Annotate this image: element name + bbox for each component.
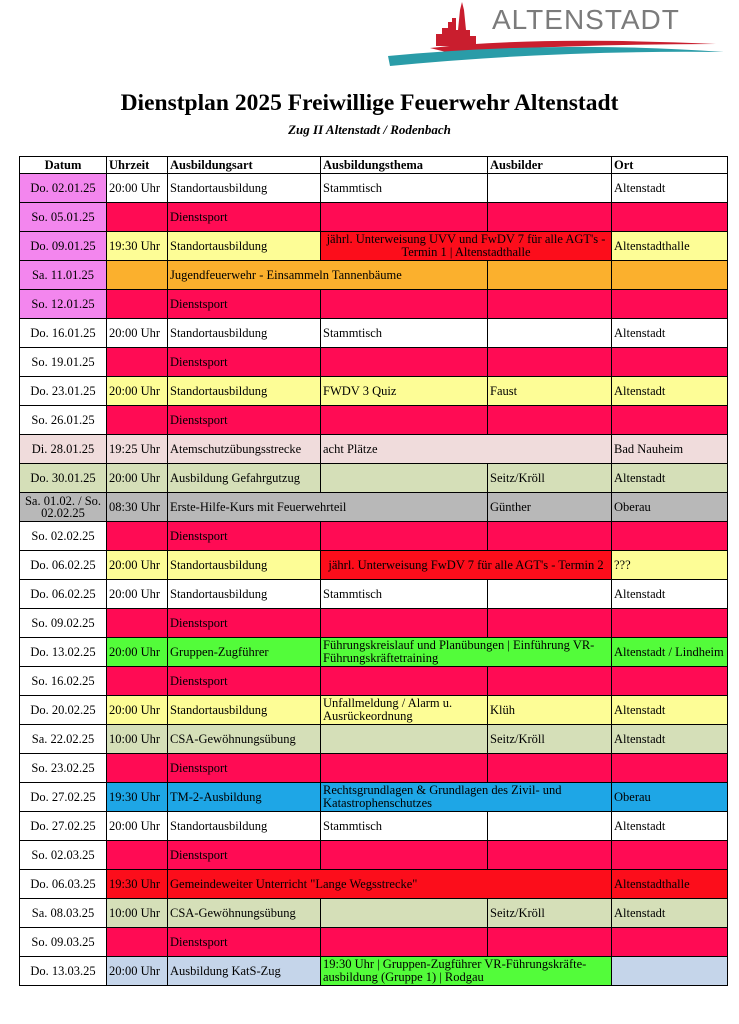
cell-ausbilder: [488, 406, 612, 435]
cell-art: Standortausbildung: [168, 319, 321, 348]
cell-uhrzeit: [107, 261, 168, 290]
cell-thema: [321, 667, 488, 696]
page-title: Dienstplan 2025 Freiwillige Feuerwehr Altenstadt: [120, 90, 619, 116]
cell-thema: [321, 899, 488, 928]
cell-ort: Altenstadt: [612, 696, 728, 725]
cell-uhrzeit: 20:00 Uhr: [107, 957, 168, 986]
cell-ausbilder: [488, 609, 612, 638]
cell-ort: Oberau: [612, 493, 728, 522]
header-ausbildungsthema: Ausbildungsthema: [321, 157, 488, 174]
cell-datum: So. 26.01.25: [20, 406, 107, 435]
cell-ausbilder: Faust: [488, 377, 612, 406]
table-row: [20, 377, 728, 406]
cell-art: Gemeindeweiter Unterricht "Lange Wegsstrecke": [168, 870, 612, 899]
cell-uhrzeit: 19:30 Uhr: [107, 232, 168, 261]
cell-datum: Do. 20.02.25: [20, 696, 107, 725]
header-ausbilder: Ausbilder: [488, 157, 612, 174]
table-row: [20, 435, 728, 464]
cell-art: Standortausbildung: [168, 377, 321, 406]
cell-ort: Altenstadthalle: [612, 232, 728, 261]
table-row: [20, 725, 728, 754]
cell-thema: [321, 928, 488, 957]
table-row: [20, 174, 728, 203]
cell-art: Dienstsport: [168, 841, 321, 870]
cell-art: Standortausbildung: [168, 580, 321, 609]
cell-uhrzeit: 20:00 Uhr: [107, 174, 168, 203]
table-row: [20, 783, 728, 812]
cell-uhrzeit: 20:00 Uhr: [107, 319, 168, 348]
header-ausbildungsart: Ausbildungsart: [168, 157, 321, 174]
town-silhouette-icon: [436, 2, 476, 46]
table-row: [20, 580, 728, 609]
cell-datum: Sa. 08.03.25: [20, 899, 107, 928]
cell-uhrzeit: 20:00 Uhr: [107, 638, 168, 667]
cell-thema: jährl. Unterweisung UVV und FwDV 7 für alle AGT's - Termin 1 | Altenstadthalle: [321, 232, 612, 261]
table-row: [20, 812, 728, 841]
table-row: [20, 261, 728, 290]
table-row: [20, 232, 728, 261]
cell-datum: Sa. 11.01.25: [20, 261, 107, 290]
cell-datum: Di. 28.01.25: [20, 435, 107, 464]
cell-uhrzeit: [107, 609, 168, 638]
table-row: [20, 957, 728, 986]
cell-ort: Altenstadt: [612, 580, 728, 609]
cell-datum: So. 16.02.25: [20, 667, 107, 696]
cell-ort: Altenstadt: [612, 464, 728, 493]
cell-ort: Altenstadt / Lindheim: [612, 638, 728, 667]
cell-uhrzeit: [107, 667, 168, 696]
table-row: [20, 899, 728, 928]
cell-thema: 19:30 Uhr | Gruppen-Zugführer VR-Führungskräfte-ausbildung (Gruppe 1) | Rodgau: [321, 957, 612, 986]
cell-ausbilder: [488, 522, 612, 551]
cell-ort: [612, 203, 728, 232]
cell-datum: Do. 30.01.25: [20, 464, 107, 493]
cell-ausbilder: [488, 348, 612, 377]
page-subtitle: Zug II Altenstadt / Rodenbach: [288, 122, 451, 137]
cell-ort: [612, 957, 728, 986]
cell-uhrzeit: 19:30 Uhr: [107, 783, 168, 812]
cell-ort: Altenstadt: [612, 174, 728, 203]
cell-datum: So. 09.03.25: [20, 928, 107, 957]
cell-uhrzeit: [107, 203, 168, 232]
cell-art: Standortausbildung: [168, 696, 321, 725]
cell-datum: Do. 27.02.25: [20, 812, 107, 841]
cell-datum: Do. 06.03.25: [20, 870, 107, 899]
cell-art: Dienstsport: [168, 522, 321, 551]
cell-datum: Do. 23.01.25: [20, 377, 107, 406]
cell-uhrzeit: 19:25 Uhr: [107, 435, 168, 464]
schedule-table: [19, 156, 728, 986]
cell-datum: So. 02.03.25: [20, 841, 107, 870]
cell-uhrzeit: 20:00 Uhr: [107, 580, 168, 609]
cell-art: Standortausbildung: [168, 812, 321, 841]
table-row: [20, 203, 728, 232]
cell-thema: Rechtsgrundlagen & Grundlagen des Zivil- und Katastrophenschutzes: [321, 783, 612, 812]
cell-art: Dienstsport: [168, 348, 321, 377]
cell-uhrzeit: [107, 290, 168, 319]
table-row: [20, 754, 728, 783]
cell-art: TM-2-Ausbildung: [168, 783, 321, 812]
table-row: [20, 928, 728, 957]
cell-art: Dienstsport: [168, 754, 321, 783]
cell-ausbilder: [488, 261, 612, 290]
cell-uhrzeit: 08:30 Uhr: [107, 493, 168, 522]
cell-ort: Altenstadt: [612, 812, 728, 841]
cell-ort: [612, 290, 728, 319]
cell-thema: FWDV 3 Quiz: [321, 377, 488, 406]
cell-thema: [321, 754, 488, 783]
table-row: [20, 841, 728, 870]
cell-art: Gruppen-Zugführer: [168, 638, 321, 667]
table-row: [20, 290, 728, 319]
cell-ausbilder: [488, 580, 612, 609]
cell-datum: Do. 06.02.25: [20, 551, 107, 580]
cell-ausbilder: [488, 667, 612, 696]
cell-ort: [612, 841, 728, 870]
cell-ausbilder: [488, 754, 612, 783]
cell-art: CSA-Gewöhnungsübung: [168, 725, 321, 754]
cell-uhrzeit: 19:30 Uhr: [107, 870, 168, 899]
cell-ort: Altenstadthalle: [612, 870, 728, 899]
cell-ort: [612, 754, 728, 783]
table-row: [20, 464, 728, 493]
cell-ausbilder: [488, 203, 612, 232]
cell-ort: [612, 261, 728, 290]
cell-ausbilder: [488, 174, 612, 203]
cell-datum: So. 23.02.25: [20, 754, 107, 783]
cell-art: Dienstsport: [168, 203, 321, 232]
cell-datum: Do. 02.01.25: [20, 174, 107, 203]
header-uhrzeit: Uhrzeit: [107, 157, 168, 174]
cell-ort: [612, 667, 728, 696]
cell-thema: Unfallmeldung / Alarm u. Ausrückeordnung: [321, 696, 488, 725]
cell-art: Standortausbildung: [168, 232, 321, 261]
cell-uhrzeit: [107, 522, 168, 551]
cell-uhrzeit: 10:00 Uhr: [107, 725, 168, 754]
cell-datum: Do. 16.01.25: [20, 319, 107, 348]
table-row: [20, 319, 728, 348]
cell-thema: jährl. Unterweisung FwDV 7 für alle AGT's - Termin 2: [321, 551, 612, 580]
table-row: [20, 551, 728, 580]
cell-thema: [321, 725, 488, 754]
cell-thema: [321, 522, 488, 551]
cell-datum: Do. 13.02.25: [20, 638, 107, 667]
cell-thema: [321, 290, 488, 319]
cell-thema: [321, 348, 488, 377]
cell-thema: [321, 406, 488, 435]
cell-ort: [612, 522, 728, 551]
cell-thema: [321, 203, 488, 232]
cell-thema: Stammtisch: [321, 174, 488, 203]
cell-art: Erste-Hilfe-Kurs mit Feuerwehrteil: [168, 493, 488, 522]
cell-ort: [612, 348, 728, 377]
cell-art: CSA-Gewöhnungsübung: [168, 899, 321, 928]
table-row: [20, 406, 728, 435]
cell-ort: Altenstadt: [612, 319, 728, 348]
cell-ort: ???: [612, 551, 728, 580]
cell-thema: acht Plätze: [321, 435, 612, 464]
cell-art: Dienstsport: [168, 667, 321, 696]
cell-art: Ausbildung Gefahrgutzug: [168, 464, 321, 493]
cell-ausbilder: [488, 928, 612, 957]
cell-ausbilder: Günther: [488, 493, 612, 522]
table-row: [20, 348, 728, 377]
cell-art: Dienstsport: [168, 609, 321, 638]
cell-art: Standortausbildung: [168, 551, 321, 580]
cell-datum: So. 09.02.25: [20, 609, 107, 638]
cell-ausbilder: Seitz/Kröll: [488, 899, 612, 928]
cell-ort: Bad Nauheim: [612, 435, 728, 464]
cell-ort: Oberau: [612, 783, 728, 812]
cell-art: Dienstsport: [168, 406, 321, 435]
table-row: [20, 522, 728, 551]
cell-uhrzeit: 20:00 Uhr: [107, 812, 168, 841]
header-datum: Datum: [20, 157, 107, 174]
cell-ausbilder: [488, 812, 612, 841]
cell-datum: So. 05.01.25: [20, 203, 107, 232]
cell-art: Dienstsport: [168, 928, 321, 957]
table-row: [20, 696, 728, 725]
cell-uhrzeit: [107, 928, 168, 957]
cell-art: Jugendfeuerwehr - Einsammeln Tannenbäume: [168, 261, 488, 290]
table-row: [20, 493, 728, 522]
cell-ort: [612, 406, 728, 435]
cell-datum: So. 19.01.25: [20, 348, 107, 377]
cell-datum: So. 12.01.25: [20, 290, 107, 319]
cell-ausbilder: [488, 290, 612, 319]
table-row: [20, 638, 728, 667]
cell-ort: [612, 609, 728, 638]
cell-ausbilder: [488, 841, 612, 870]
cell-datum: Sa. 22.02.25: [20, 725, 107, 754]
cell-art: Ausbildung KatS-Zug: [168, 957, 321, 986]
cell-art: Dienstsport: [168, 290, 321, 319]
cell-art: Standortausbildung: [168, 174, 321, 203]
cell-ausbilder: Seitz/Kröll: [488, 725, 612, 754]
table-row: [20, 870, 728, 899]
cell-datum: Do. 09.01.25: [20, 232, 107, 261]
cell-thema: Stammtisch: [321, 580, 488, 609]
cell-ort: Altenstadt: [612, 899, 728, 928]
cell-uhrzeit: 10:00 Uhr: [107, 899, 168, 928]
cell-thema: [321, 841, 488, 870]
table-row: [20, 609, 728, 638]
cell-uhrzeit: 20:00 Uhr: [107, 377, 168, 406]
cell-thema: [321, 609, 488, 638]
cell-ausbilder: Seitz/Kröll: [488, 464, 612, 493]
table-row: [20, 667, 728, 696]
cell-uhrzeit: [107, 754, 168, 783]
cell-datum: Do. 06.02.25: [20, 580, 107, 609]
cell-datum: Do. 27.02.25: [20, 783, 107, 812]
cell-ort: Altenstadt: [612, 725, 728, 754]
cell-uhrzeit: [107, 348, 168, 377]
cell-thema: Stammtisch: [321, 319, 488, 348]
cell-ort: [612, 928, 728, 957]
cell-datum: So. 02.02.25: [20, 522, 107, 551]
cell-thema: Stammtisch: [321, 812, 488, 841]
cell-ort: Altenstadt: [612, 377, 728, 406]
cell-uhrzeit: [107, 841, 168, 870]
cell-ausbilder: Klüh: [488, 696, 612, 725]
header-ort: Ort: [612, 157, 728, 174]
cell-ausbilder: [488, 319, 612, 348]
cell-thema: [321, 464, 488, 493]
cell-datum: Do. 13.03.25: [20, 957, 107, 986]
table-header-row: [20, 157, 728, 174]
cell-uhrzeit: 20:00 Uhr: [107, 551, 168, 580]
cell-art: Atemschutzübungsstrecke: [168, 435, 321, 464]
cell-uhrzeit: 20:00 Uhr: [107, 696, 168, 725]
cell-uhrzeit: [107, 406, 168, 435]
cell-datum: Sa. 01.02. / So. 02.02.25: [20, 493, 107, 522]
logo-text: ALTENSTADT: [492, 4, 680, 35]
cell-thema: Führungskreislauf und Planübungen | Einführung VR-Führungskräftetraining: [321, 638, 612, 667]
cell-uhrzeit: 20:00 Uhr: [107, 464, 168, 493]
